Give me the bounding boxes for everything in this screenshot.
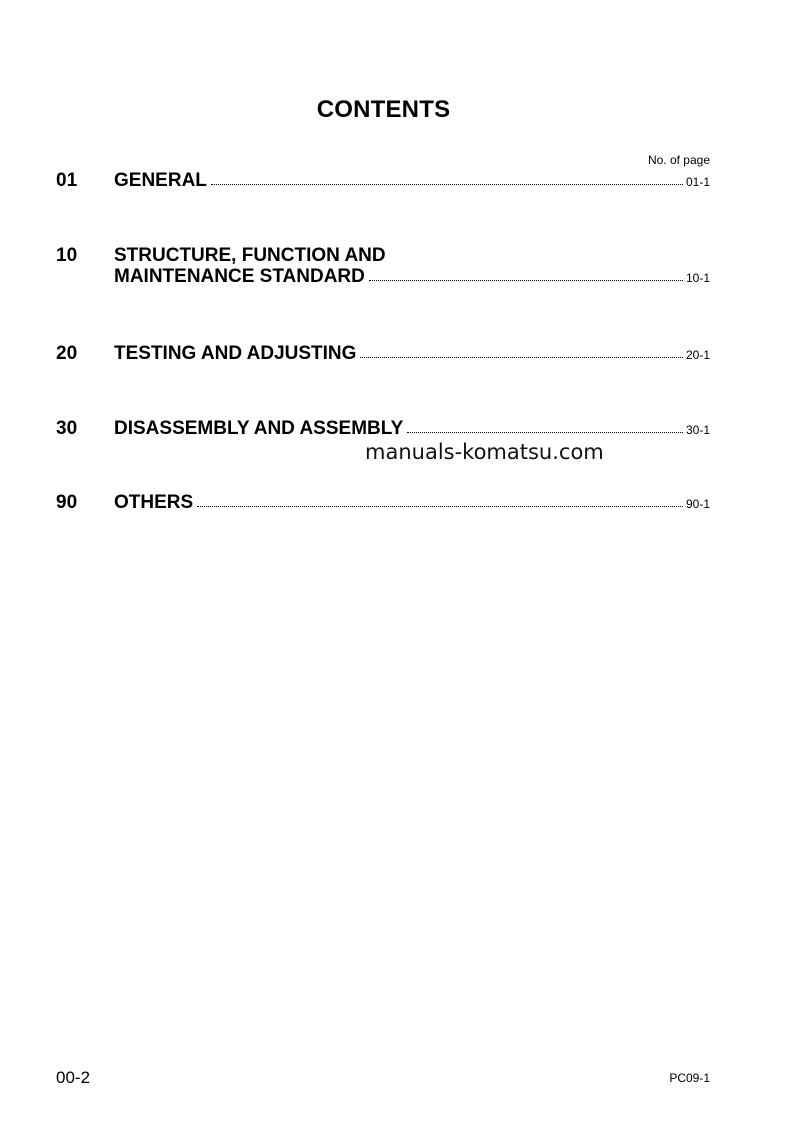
watermark-text: manuals-komatsu.com [365,440,604,464]
toc-entry-label: TESTING AND ADJUSTING [114,343,357,364]
toc-entry-number: 10 [56,245,78,266]
toc-entry-structure[interactable] [56,245,710,287]
leader-dots [407,432,683,433]
toc-entry-testing[interactable] [56,343,710,364]
toc-entry-label: OTHERS [114,492,194,513]
toc-entry-page: 01-1 [685,175,710,189]
toc-entry-label-line1: STRUCTURE, FUNCTION AND [114,245,386,266]
toc-entry-label: GENERAL [114,170,207,191]
leader-dots [360,357,683,358]
toc-entry-number: 20 [56,343,78,364]
leader-dots [211,184,683,185]
leader-dots [197,506,683,507]
toc-entry-general[interactable] [56,170,710,191]
footer-model: PC09-1 [669,1071,710,1085]
toc-entry-label: MAINTENANCE STANDARD [114,266,365,287]
toc-entry-number: 30 [56,418,78,439]
toc-entry-others[interactable] [56,492,710,513]
toc-entry-page: 20-1 [685,348,710,362]
toc-entry-number: 01 [56,170,78,191]
footer-page-number: 00-2 [56,1068,91,1087]
leader-dots [369,280,683,281]
page-title: CONTENTS [316,96,451,123]
toc-entry-label: DISASSEMBLY AND ASSEMBLY [114,418,404,439]
toc-entry-page: 30-1 [685,423,710,437]
toc-entry-number: 90 [56,492,78,513]
toc-entry-page: 10-1 [685,271,710,285]
page-number-column-header: No. of page [647,153,710,167]
toc-entry-disassembly[interactable] [56,418,710,439]
toc-entry-page: 90-1 [685,497,710,511]
